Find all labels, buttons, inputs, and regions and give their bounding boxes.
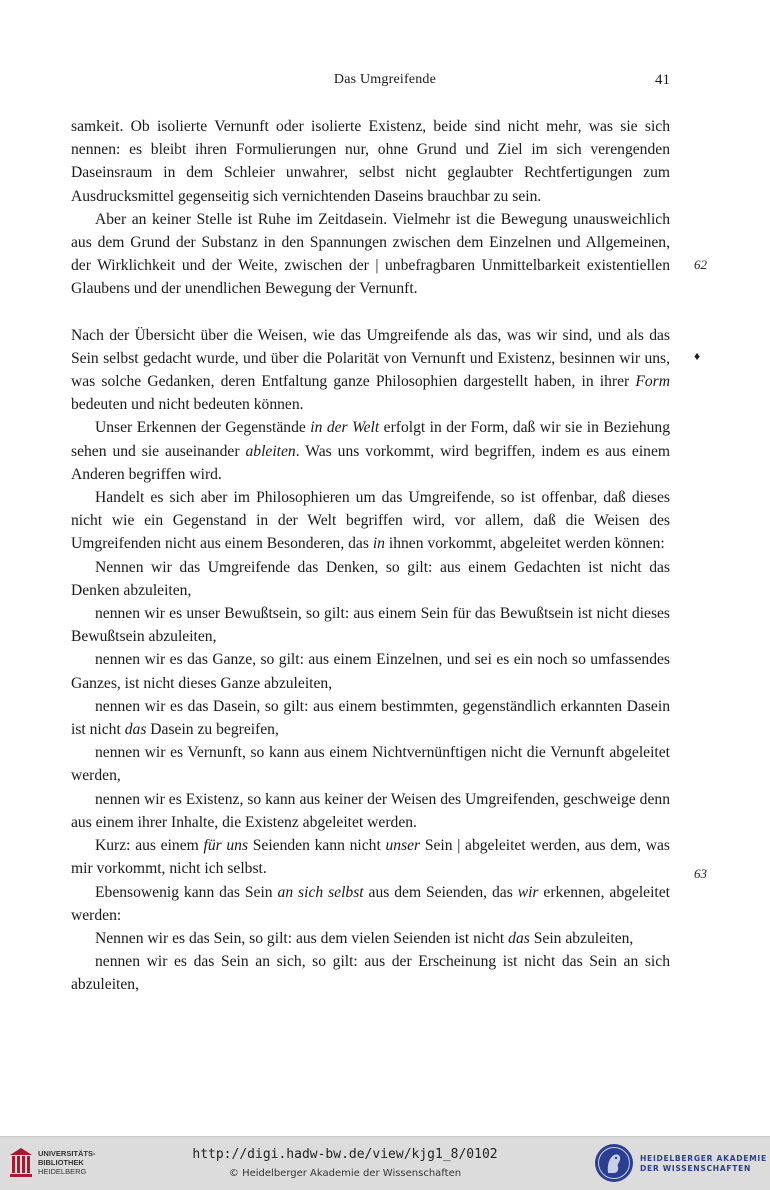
paragraph: Ebensowenig kann das Sein an sich selbst aus dem Seienden, das wir erkennen, abgeleitet werden:: [71, 883, 671, 924]
footer-url-link[interactable]: http://digi.hadw-bw.de/view/kjg1_8/0102: [192, 1147, 498, 1162]
paragraph: Nennen wir es das Sein, so gilt: aus dem vielen Seienden ist nicht das Sein abzuleiten,: [95, 929, 634, 947]
hadw-seal-icon: [594, 1143, 634, 1183]
hadw-logo-line2: DER WISSENSCHAFTEN: [640, 1164, 752, 1173]
hadw-logo[interactable]: [594, 1143, 767, 1183]
paragraph: samkeit. Ob isolierte Vernunft oder isolierte Existenz, beide sind nicht mehr, was sie sich nennen: es bleibt ihren Formulierungen nur, ohne Grund und Ziel im sich verengenden Daseinsraum in dem Schleier unwahrer, selbst nicht geglaubter Rechtfertigungen zum Ausdrucksmittel gegenseitig sich vernichtenden Daseins brauchbar zu sein.: [71, 118, 670, 205]
running-header-title: Das Umgreifende: [333, 72, 437, 87]
paragraph: Nennen wir das Umgreifende das Denken, so gilt: aus einem Gedachten ist nicht das Denken abzuleiten,: [71, 558, 670, 599]
paragraph: Aber an keiner Stelle ist Ruhe im Zeitdasein. Vielmehr ist die Bewegung unausweichlich aus dem Grund der Substanz in den Spannungen zwischen dem Einzelnen und Allgemeinen, der Wirklichkeit und der Weite, zwischen der | unbefragbaren Unmittelbarkeit existentiellen Glaubens und der unendlichen Bewegung der Vernunft.: [71, 210, 670, 298]
ub-logo-line1: UNIVERSITÄTS-: [38, 1149, 96, 1158]
page-number: 41: [655, 72, 670, 88]
margin-diamond-icon: ♦: [694, 349, 701, 363]
paragraph: nennen wir es unser Bewußtsein, so gilt: aus einem Sein für das Bewußtsein ist nicht dieses Bewußtsein abzuleiten,: [71, 605, 670, 646]
paragraph: nennen wir es das Dasein, so gilt: aus einem bestimmten, gegenständlich erkannten Dasein ist nicht das Dasein zu begreifen,: [71, 697, 670, 739]
ub-logo-line3: HEIDELBERG: [38, 1167, 87, 1176]
paragraph: nennen wir es das Ganze, so gilt: aus einem Einzelnen, und sei es ein noch so umfassendes Ganzes, ist nicht dieses Ganze abzuleiten,: [71, 651, 670, 692]
hadw-logo-line1: HEIDELBERGER AKADEMIE: [640, 1154, 767, 1163]
margin-note-62: 62: [694, 257, 707, 272]
footer-bar: [0, 1136, 770, 1190]
paragraph: nennen wir es Vernunft, so kann aus einem Nichtvernünftigen nicht die Vernunft abgeleitet werden,: [71, 744, 670, 785]
footer-copyright: © Heidelberger Akademie der Wissenschaften: [228, 1168, 462, 1179]
paragraph: nennen wir es das Sein an sich, so gilt: aus der Erscheinung ist nicht das Sein an sich abzuleiten,: [71, 953, 670, 994]
paragraph: Unser Erkennen der Gegenstände in der Welt erfolgt in der Form, daß wir sie in Beziehung sehen und sie auseinander ableiten. Was uns vorkommt, wird begriffen, indem es aus einem Anderen begriffen wird.: [71, 419, 671, 483]
body-text: [71, 115, 670, 997]
paragraph: Nach der Übersicht über die Weisen, wie das Umgreifende als das, was wir sind, und als das Sein selbst gedacht wurde, und über die Polarität von Vernunft und Existenz, besinnen wir uns, was solche Gedanken, deren Entfaltung ganze Philosophien dargestellt haben, in ihrer Form bedeuten und nicht bedeuten können.: [71, 326, 670, 414]
paragraph: Handelt es sich aber im Philosophieren um das Umgreifende, so ist offenbar, daß dieses nicht wie ein Gegenstand in der Welt begriffen wird, vor allem, daß die Weisen des Umgreifenden nicht aus einem Besonderen, das in ihnen vorkommt, abgeleitet werden können:: [71, 489, 670, 553]
paragraph: nennen wir es Existenz, so kann aus keiner der Weisen des Umgreifenden, geschweige denn aus einem ihrer Inhalte, die Existenz abgeleitet werden.: [71, 790, 670, 831]
margin-note-63: 63: [694, 866, 707, 881]
ub-logo-line2: BIBLIOTHEK: [38, 1158, 84, 1167]
paragraph: Kurz: aus einem für uns Seienden kann nicht unser Sein | abgeleitet werden, aus dem, was mir vorkommt, nicht ich selbst.: [71, 837, 670, 878]
